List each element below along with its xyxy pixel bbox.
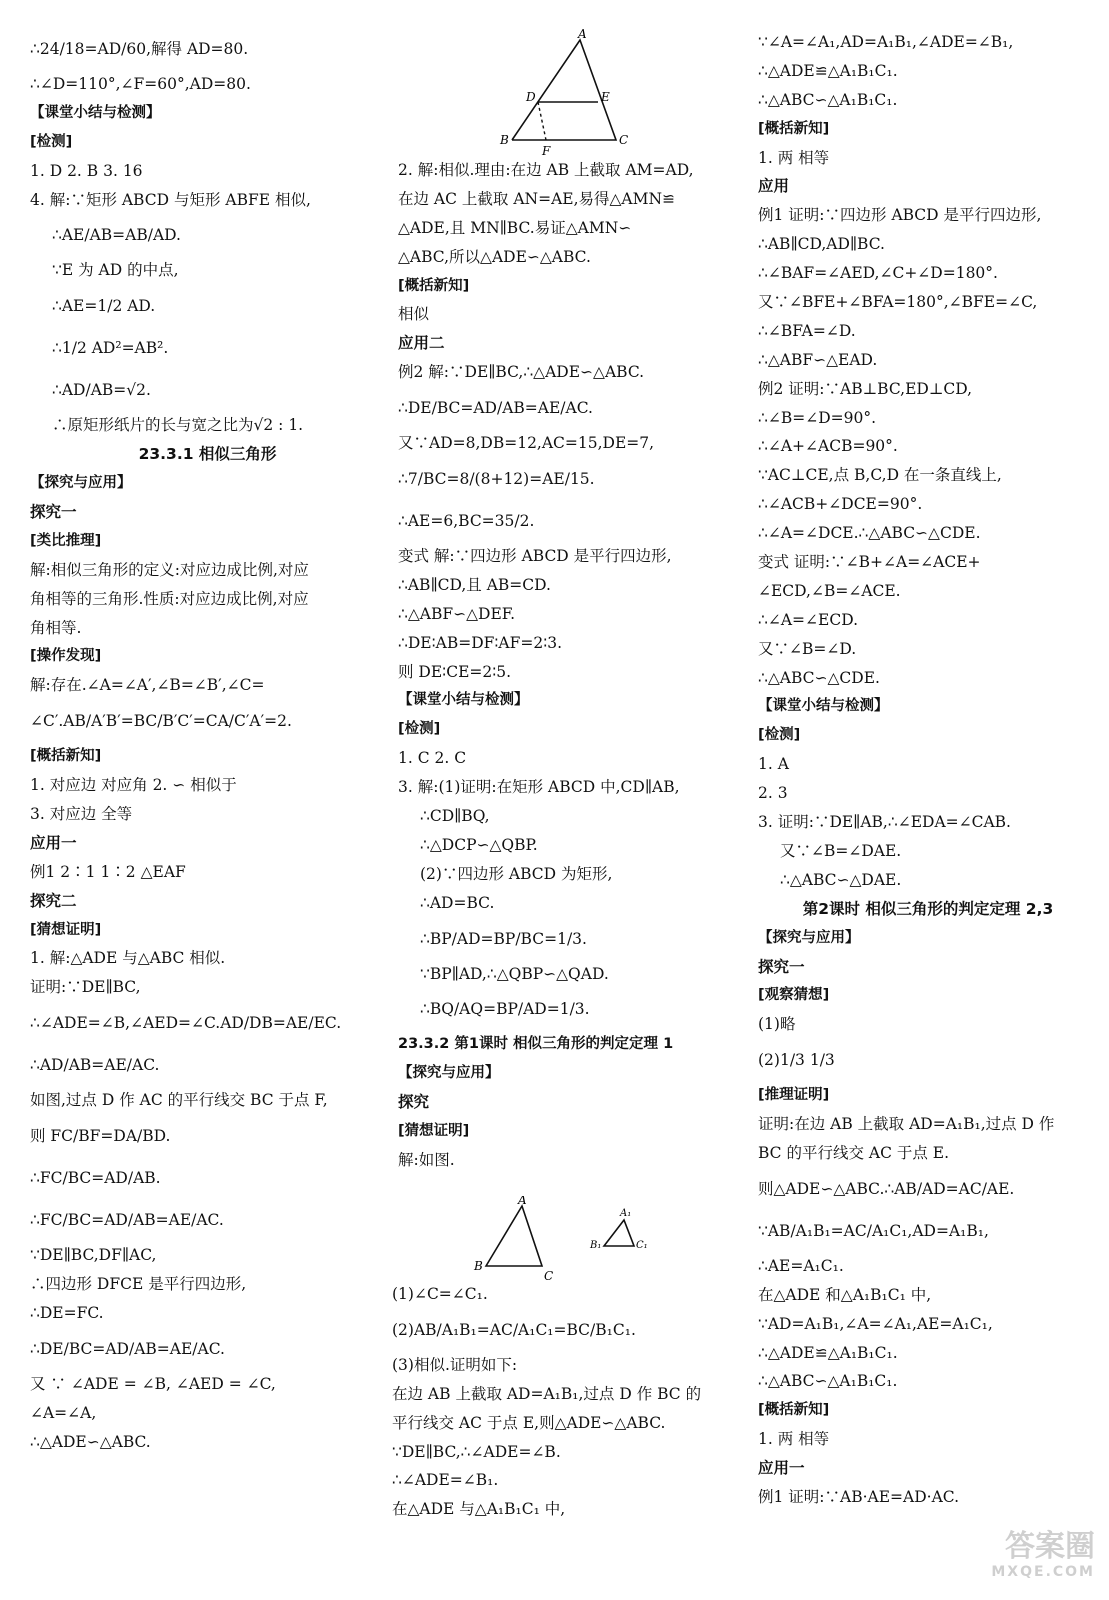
col3-line: 又∵∠B=∠DAE. — [780, 841, 902, 860]
col3-line: ∴∠BFA=∠D. — [758, 321, 856, 340]
col3-line: 1. 两 相等 — [758, 148, 830, 167]
col3-line: 1. 两 相等 — [758, 1430, 830, 1449]
col2-line: △ABC,所以△ADE∽△ABC. — [398, 247, 591, 266]
col1-line: ∴FC/BC=AD/AB. — [30, 1169, 161, 1188]
col2-line: 相似 — [398, 305, 430, 324]
col1-line: ∠A=∠A, — [30, 1403, 97, 1422]
col3-line: ∵AC⊥CE,点 B,C,D 在一条直线上, — [758, 466, 1002, 485]
col2-line: ∴BP/AD=BP/BC=1/3. — [420, 929, 587, 948]
col2-line: ∴△DCP∽△QBP. — [420, 835, 538, 854]
label-f: F — [542, 144, 551, 158]
col2-line: ∴DE/BC=AD/AB=AE/AC. — [398, 399, 593, 418]
col2-line: 在边 AC 上截取 AN=AE,易得△AMN≌ — [398, 189, 676, 208]
col3-line: ∴∠B=∠D=90°. — [758, 408, 877, 427]
col2-line: [检测] — [398, 721, 441, 738]
col3-line: 又∵∠BFE+∠BFA=180°,∠BFE=∠C, — [758, 293, 1038, 312]
col3-line: [概括新知] — [758, 120, 830, 137]
col1-line: [类比推理] — [30, 532, 102, 549]
label-a: A — [518, 1196, 527, 1207]
col2-line: ∴CD∥BQ, — [420, 807, 490, 826]
col3-line: 变式 证明:∵∠B+∠A=∠ACE+ — [758, 553, 981, 572]
col2-line: ∴AB∥CD,且 AB=CD. — [398, 575, 551, 594]
col1-line: ∵DE∥BC,DF∥AC, — [30, 1246, 157, 1265]
col1-line: 【探究与应用】 — [30, 475, 132, 492]
col1-line: [概括新知] — [30, 748, 102, 765]
figure-two-triangles — [470, 1196, 690, 1284]
column-middle-bottom — [392, 1280, 742, 1524]
col3-line: (1)略 — [758, 1015, 796, 1034]
label-e: E — [601, 90, 610, 104]
label-c: C — [544, 1269, 554, 1283]
col1-line: [检测] — [30, 133, 73, 150]
col3-line: ∴△ABF∽△EAD. — [758, 350, 878, 369]
triangle-abc — [486, 1206, 542, 1266]
col3-line: ∴△ABC∽△DAE. — [780, 870, 902, 889]
col3-line: [推理证明] — [758, 1087, 830, 1104]
col3-line: 第2课时 相似三角形的判定定理 2,3 — [802, 899, 1054, 918]
col3-line: ∴△ABC∽△A₁B₁C₁. — [758, 90, 898, 109]
watermark-title: 答案圈 — [1005, 1529, 1095, 1564]
col1-line: ∴∠D=110°,∠F=60°,AD=80. — [30, 75, 251, 93]
label-c: C — [619, 133, 629, 147]
col1-line: ∴△ADE∽△ABC. — [30, 1432, 151, 1451]
col2-line: ∴7/BC=8/(8+12)=AE/15. — [398, 470, 595, 489]
col3-line: 则△ADE∽△ABC.∴AB/AD=AC/AE. — [758, 1179, 1015, 1198]
col1-line: 3. 对应边 全等 — [30, 805, 133, 824]
col3-line: 2. 3 — [758, 784, 788, 803]
col2-line: ∴AE=6,BC=35/2. — [398, 512, 535, 531]
label-c1: C₁ — [636, 1240, 648, 1251]
col1-line: ∴1/2 AD²=AB². — [52, 339, 169, 358]
figure-triangle-ade-svg — [480, 28, 650, 158]
col3-line: 【课堂小结与检测】 — [758, 698, 889, 715]
col1-line: ∴AD/AB=AE/AC. — [30, 1056, 160, 1075]
segment-df-dashed — [538, 102, 546, 140]
col3-line: 应用 — [758, 176, 790, 196]
col3-line: ∵AD=A₁B₁,∠A=∠A₁,AE=A₁C₁, — [758, 1314, 993, 1333]
col3-line: [检测] — [758, 727, 801, 744]
label-b: B — [500, 133, 509, 147]
col1-line: 1. D 2. B 3. 16 — [30, 161, 143, 180]
col2-line: 【课堂小结与检测】 — [398, 692, 529, 709]
col1-line: 又 ∵ ∠ADE = ∠B, ∠AED = ∠C, — [30, 1374, 276, 1393]
col3-line: 例2 证明:∵AB⊥BC,ED⊥CD, — [758, 379, 973, 398]
col1-line: ∴DE=FC. — [30, 1303, 104, 1322]
col3-line: 例1 证明:∵四边形 ABCD 是平行四边形, — [758, 206, 1042, 225]
col3-line: [观察猜想] — [758, 987, 830, 1004]
label-a1: A₁ — [620, 1208, 632, 1219]
col2-line: ∵BP∥AD,∴△QBP∽△QAD. — [420, 964, 609, 983]
col2-line: ∴BQ/AQ=BP/AD=1/3. — [420, 1000, 590, 1019]
col3-line: ∴∠A+∠ACB=90°. — [758, 437, 898, 456]
col3-line: ∴AB∥CD,AD∥BC. — [758, 235, 885, 254]
col2b-line: 在边 AB 上截取 AD=A₁B₁,过点 D 作 BC 的 — [392, 1384, 702, 1403]
col3-line: 【探究与应用】 — [758, 929, 860, 946]
col3-line: ∴AE=A₁C₁. — [758, 1256, 844, 1275]
col2-line: 1. C 2. C — [398, 749, 467, 768]
triangle-a1b1c1 — [604, 1220, 634, 1246]
col2b-line: 平行线交 AC 于点 E,则△ADE∽△ABC. — [392, 1413, 666, 1432]
col2b-line: 在△ADE 与△A₁B₁C₁ 中, — [392, 1500, 566, 1519]
col3-line: 1. A — [758, 755, 789, 774]
col1-line: 如图,过点 D 作 AC 的平行线交 BC 于点 F, — [30, 1091, 328, 1110]
col3-line: 3. 证明:∵DE∥AB,∴∠EDA=∠CAB. — [758, 813, 1011, 832]
col1-line: 解:存在.∠A=∠A′,∠B=∠B′,∠C= — [30, 676, 265, 695]
watermark-logo — [945, 1530, 1095, 1590]
col2-line: ∴△ABF∽△DEF. — [398, 604, 516, 623]
col2-line: [猜想证明] — [398, 1123, 470, 1140]
col1-line: 解:相似三角形的定义:对应边成比例,对应 — [30, 560, 309, 579]
label-a: A — [578, 28, 587, 41]
col3-line: ∴∠ACB+∠DCE=90°. — [758, 495, 923, 514]
col2-line: 解:如图. — [398, 1151, 455, 1170]
col2-line: 2. 解:相似.理由:在边 AB 上截取 AM=AD, — [398, 161, 694, 179]
col1-line: [操作发现] — [30, 648, 102, 665]
col2-line: 变式 解:∵四边形 ABCD 是平行四边形, — [398, 547, 672, 566]
col1-line: 探究二 — [30, 890, 77, 910]
col3-line: ∵∠A=∠A₁,AD=A₁B₁,∠ADE=∠B₁, — [758, 33, 1014, 51]
col1-line: 证明:∵DE∥BC, — [30, 978, 141, 997]
col1-line: ∴四边形 DFCE 是平行四边形, — [30, 1275, 247, 1294]
col2-line: ∴AD=BC. — [420, 893, 495, 912]
col2b-line: ∴∠ADE=∠B₁. — [392, 1471, 499, 1490]
col3-line: 又∵∠B=∠D. — [758, 639, 857, 658]
column-left — [30, 28, 385, 1457]
col1-line: 1. 对应边 对应角 2. ∽ 相似于 — [30, 776, 237, 795]
col3-line: 在△ADE 和△A₁B₁C₁ 中, — [758, 1285, 932, 1304]
figure-two-triangles-svg — [470, 1196, 690, 1284]
col2-line: △ADE,且 MN∥BC.易证△AMN∽ — [398, 218, 632, 237]
col2b-line: (2)AB/A₁B₁=AC/A₁C₁=BC/B₁C₁. — [392, 1320, 636, 1339]
col2-line: 例2 解:∵DE∥BC,∴△ADE∽△ABC. — [398, 363, 645, 382]
col3-line: ∴△ADE≌△A₁B₁C₁. — [758, 61, 898, 80]
col1-line: [猜想证明] — [30, 921, 102, 938]
col2-line: [概括新知] — [398, 277, 470, 294]
col1-line: 23.3.1 相似三角形 — [138, 445, 277, 464]
col2-line: 应用二 — [398, 333, 445, 353]
col3-line: ∴∠A=∠DCE.∴△ABC∽△CDE. — [758, 524, 981, 543]
col1-line: 则 FC/BF=DA/BD. — [30, 1127, 171, 1146]
col2-line: 【探究与应用】 — [398, 1065, 500, 1082]
col1-line: ∴AE/AB=AB/AD. — [52, 226, 181, 245]
col2-line: 3. 解:(1)证明:在矩形 ABCD 中,CD∥AB, — [398, 778, 680, 797]
col3-line: ∴∠BAF=∠AED,∠C+∠D=180°. — [758, 264, 998, 283]
col2b-line: (3)相似.证明如下: — [392, 1355, 518, 1374]
col1-line: ∴24/18=AD/60,解得 AD=80. — [30, 40, 249, 58]
col1-line: 探究一 — [30, 502, 77, 522]
col3-line: 应用一 — [758, 1458, 805, 1478]
col2-line: (2)∵四边形 ABCD 为矩形, — [420, 864, 613, 883]
col3-line: BC 的平行线交 AC 于点 E. — [758, 1143, 950, 1162]
col1-line: 应用一 — [30, 832, 77, 852]
col1-line: ∴原矩形纸片的长与宽之比为√2 : 1. — [52, 416, 304, 435]
col1-line: ∴DE/BC=AD/AB=AE/AC. — [30, 1339, 225, 1358]
col3-line: ∠ECD,∠B=∠ACE. — [758, 581, 901, 600]
col1-line: 4. 解:∵矩形 ABCD 与矩形 ABFE 相似, — [30, 190, 311, 209]
col1-line: ∵E 为 AD 的中点, — [52, 261, 179, 280]
col1-line: 角相等的三角形.性质:对应边成比例,对应 — [30, 589, 309, 608]
col2-line: 又∵AD=8,DB=12,AC=15,DE=7, — [398, 434, 655, 453]
col1-line: ∴AE=1/2 AD. — [52, 297, 156, 316]
col3-line: ∴∠A=∠ECD. — [758, 610, 858, 629]
label-b: B — [474, 1259, 483, 1273]
col2-line: ∴DE∶AB=DF∶AF=2∶3. — [398, 633, 563, 652]
col1-line: 例1 2∶1 1∶2 △EAF — [30, 862, 186, 881]
col3-line: ∵AB/A₁B₁=AC/A₁C₁,AD=A₁B₁, — [758, 1221, 989, 1240]
col2-line: 则 DE∶CE=2∶5. — [398, 662, 512, 681]
col3-line: 例1 证明:∵AB·AE=AD·AC. — [758, 1487, 959, 1506]
col3-line: (2)1/3 1/3 — [758, 1051, 835, 1070]
col2b-line: (1)∠C=∠C₁. — [392, 1285, 488, 1303]
col3-line: ∴△ABC∽△CDE. — [758, 668, 880, 687]
col3-line: [概括新知] — [758, 1402, 830, 1419]
col1-line: 角相等. — [30, 618, 82, 637]
figure-triangle-ade — [480, 28, 650, 158]
col2-line: 探究 — [398, 1092, 430, 1112]
col3-line: ∴△ADE≌△A₁B₁C₁. — [758, 1343, 898, 1362]
watermark-url: MXQE.COM — [991, 1564, 1095, 1580]
col1-line: 1. 解:△ADE 与△ABC 相似. — [30, 949, 226, 968]
col3-line: 探究一 — [758, 956, 805, 976]
col1-line: ∴AD/AB=√2. — [52, 381, 151, 400]
label-b1: B₁ — [590, 1240, 602, 1251]
column-middle — [398, 156, 748, 1175]
col1-line: ∠C′.AB/A′B′=BC/B′C′=CA/C′A′=2. — [30, 712, 292, 731]
label-d: D — [526, 90, 536, 104]
col3-line: 证明:在边 AB 上截取 AD=A₁B₁,过点 D 作 — [758, 1115, 1055, 1134]
col2b-line: ∵DE∥BC,∴∠ADE=∠B. — [392, 1442, 561, 1461]
column-right — [758, 28, 1098, 1512]
col2-line: 23.3.2 第1课时 相似三角形的判定定理 1 — [398, 1036, 674, 1053]
col1-line: ∴FC/BC=AD/AB=AE/AC. — [30, 1211, 224, 1230]
col1-line: ∴∠ADE=∠B,∠AED=∠C.AD/DB=AE/EC. — [30, 1014, 342, 1033]
col1-line: 【课堂小结与检测】 — [30, 104, 161, 121]
col3-line: ∴△ABC∽△A₁B₁C₁. — [758, 1372, 898, 1391]
